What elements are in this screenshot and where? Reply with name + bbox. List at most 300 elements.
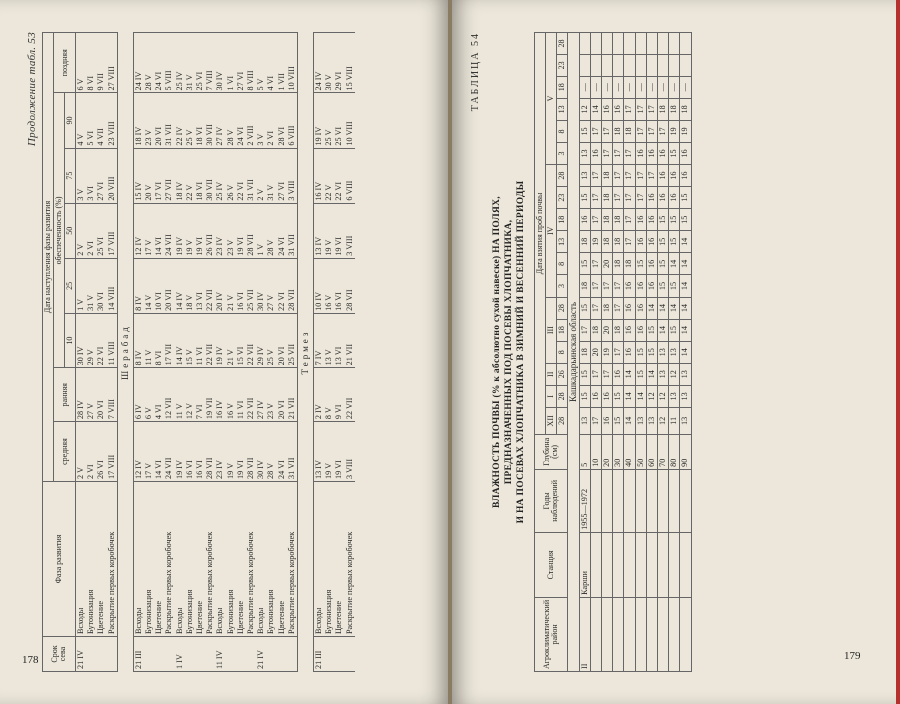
moisture-cell: 14 — [680, 231, 691, 253]
col-p75: 75 — [65, 148, 76, 203]
agro-region-cell — [646, 597, 657, 671]
table-row — [314, 33, 325, 672]
right-page — [452, 0, 900, 704]
sowing-date-cell — [86, 637, 96, 672]
right-rotated-content — [470, 32, 890, 672]
moisture-cell: 18 — [613, 253, 624, 275]
late-cell: 30 V — [324, 33, 334, 93]
section-title: Термез — [298, 33, 314, 672]
moisture-cell: 19 — [602, 341, 613, 363]
day-header: 18 — [556, 209, 567, 231]
early-cell: 22 VII — [345, 368, 355, 422]
p25-cell: 31 V — [86, 258, 96, 313]
p75-cell: 27 VII — [164, 148, 174, 203]
early-cell: 2 IV — [314, 368, 325, 422]
p50-cell: 3 VIII — [345, 203, 355, 258]
p90-cell: 4 V — [76, 93, 87, 148]
moisture-cell — [602, 33, 613, 55]
moisture-cell: 17 — [624, 98, 635, 120]
phase-cell: Цветение — [334, 482, 344, 637]
day-header: 26 — [556, 363, 567, 385]
moisture-cell: — — [624, 76, 635, 98]
late-cell: 30 IV — [215, 33, 225, 93]
avg-cell: 23 IV — [215, 422, 225, 482]
early-cell: 6 IV — [133, 368, 144, 422]
moisture-cell: 14 — [680, 253, 691, 275]
col-sampling-date: Дата взятия проб почвы — [534, 33, 545, 435]
agro-region-cell — [613, 597, 624, 671]
moisture-cell: 14 — [658, 297, 669, 319]
years-cell — [602, 469, 613, 532]
moisture-cell: 14 — [635, 385, 646, 407]
moisture-cell: 16 — [602, 407, 613, 434]
p75-cell: 3 VI — [86, 148, 96, 203]
moisture-cell: — — [669, 76, 680, 98]
p90-cell: 19 IV — [314, 93, 325, 148]
early-cell: 7 VI — [195, 368, 205, 422]
p10-cell: 7 IV — [314, 313, 325, 368]
phase-cell: Всходы — [256, 482, 266, 637]
p90-cell: 25 V — [185, 93, 195, 148]
moisture-cell: 17 — [590, 209, 601, 231]
p10-cell: 29 IV — [256, 313, 266, 368]
day-header: 28 — [556, 385, 567, 407]
p50-cell: 28 V — [266, 203, 276, 258]
p10-cell: 11 V — [144, 313, 154, 368]
years-cell — [613, 469, 624, 532]
p90-cell: 28 VI — [277, 93, 287, 148]
moisture-cell: 17 — [635, 187, 646, 209]
moisture-cell: 13 — [680, 407, 691, 434]
moisture-cell: 16 — [624, 275, 635, 297]
phase-cell: Цветение — [277, 482, 287, 637]
p75-cell: 22 V — [324, 148, 334, 203]
p50-cell: 13 IV — [314, 203, 325, 258]
table-row — [195, 33, 205, 672]
moisture-cell: 17 — [624, 231, 635, 253]
sowing-date-cell — [324, 637, 334, 672]
p25-cell: 20 IV — [215, 258, 225, 313]
p90-cell: 30 VII — [205, 93, 215, 148]
moisture-cell: 16 — [646, 231, 657, 253]
p10-cell: 20 VI — [277, 313, 287, 368]
p50-cell: 24 VI — [277, 203, 287, 258]
month-header: I — [545, 385, 556, 407]
table-row — [669, 33, 680, 672]
p90-cell: 2 VI — [266, 93, 276, 148]
moisture-cell — [658, 54, 669, 76]
moisture-cell: 13 — [658, 341, 669, 363]
col-p50: 50 — [65, 203, 76, 258]
phase-cell: Раскрытие первых коробочек — [205, 482, 215, 637]
moisture-cell — [624, 54, 635, 76]
p25-cell: 18 V — [185, 258, 195, 313]
phase-cell: Бутонизация — [144, 482, 154, 637]
col-probability: обеспеченность (%) — [54, 93, 65, 368]
moisture-cell: 20 — [602, 319, 613, 341]
early-cell: 19 VII — [205, 368, 215, 422]
col-years: Годы наблюдений — [534, 469, 567, 532]
p75-cell: 17 VI — [154, 148, 164, 203]
p25-cell: 25 VII — [246, 258, 256, 313]
sowing-date-cell: 11 IV — [215, 637, 225, 672]
table-row — [215, 33, 225, 672]
moisture-cell: 18 — [669, 98, 680, 120]
p25-cell: 16 VI — [334, 258, 344, 313]
day-header: 23 — [556, 187, 567, 209]
phase-cell: Раскрытие первых коробочек — [287, 482, 298, 637]
table-row — [345, 33, 355, 672]
agro-region-cell — [658, 597, 669, 671]
station-cell — [635, 532, 646, 597]
moisture-cell: 17 — [613, 341, 624, 363]
day-header: 18 — [556, 76, 567, 98]
sowing-date-cell — [164, 637, 174, 672]
phase-cell: Раскрытие первых коробочек — [107, 482, 118, 637]
col-p90: 90 — [65, 93, 76, 148]
moisture-cell — [613, 33, 624, 55]
col-agro-region: Агроклиматический район — [534, 597, 567, 671]
day-header: 28 — [556, 165, 567, 187]
moisture-cell: 18 — [602, 231, 613, 253]
p25-cell: 13 VI — [195, 258, 205, 313]
table-row — [107, 33, 118, 672]
moisture-cell: 16 — [635, 297, 646, 319]
p75-cell: 18 IV — [175, 148, 185, 203]
avg-cell: 19 VI — [236, 422, 246, 482]
p25-cell: 20 VII — [164, 258, 174, 313]
phase-cell: Бутонизация — [266, 482, 276, 637]
moisture-cell: 12 — [658, 385, 669, 407]
moisture-cell: 16 — [680, 165, 691, 187]
moisture-cell: 13 — [635, 407, 646, 434]
phase-cell: Цветение — [154, 482, 164, 637]
moisture-cell: — — [646, 76, 657, 98]
table-row — [256, 33, 266, 672]
moisture-cell: 15 — [669, 319, 680, 341]
moisture-cell — [635, 54, 646, 76]
moisture-cell: 14 — [680, 275, 691, 297]
moisture-cell: 17 — [658, 120, 669, 142]
avg-cell: 28 VII — [205, 422, 215, 482]
moisture-cell: 19 — [680, 120, 691, 142]
moisture-cell: 14 — [624, 363, 635, 385]
moisture-cell: 15 — [646, 341, 657, 363]
p75-cell: 3 V — [76, 148, 87, 203]
moisture-cell: 16 — [646, 275, 657, 297]
sowing-date-cell — [345, 637, 355, 672]
moisture-cell: 15 — [579, 385, 590, 407]
early-cell: 16 V — [226, 368, 236, 422]
phase-cell: Цветение — [236, 482, 246, 637]
moisture-cell: 20 — [590, 341, 601, 363]
moisture-cell: 12 — [646, 385, 657, 407]
month-header: III — [545, 297, 556, 363]
p10-cell: 25 VII — [287, 313, 298, 368]
table-row — [133, 33, 144, 672]
moisture-cell — [680, 33, 691, 55]
moisture-cell: 17 — [624, 142, 635, 164]
station-cell — [680, 532, 691, 597]
moisture-cell: 18 — [624, 120, 635, 142]
p10-cell: 17 VII — [164, 313, 174, 368]
sowing-date-cell: 1 IV — [175, 637, 185, 672]
p75-cell: 22 VI — [236, 148, 246, 203]
early-cell: 20 VI — [96, 368, 106, 422]
p10-cell: 13 VI — [334, 313, 344, 368]
moisture-cell: 17 — [590, 407, 601, 434]
moisture-cell: — — [579, 76, 590, 98]
moisture-cell: 15 — [579, 120, 590, 142]
moisture-cell: 16 — [669, 165, 680, 187]
moisture-cell: 17 — [590, 165, 601, 187]
sowing-date-cell — [185, 637, 195, 672]
moisture-cell: — — [680, 76, 691, 98]
late-cell: 25 IV — [175, 33, 185, 93]
book-edge — [896, 0, 900, 704]
moisture-cell — [635, 33, 646, 55]
p90-cell: 31 VII — [164, 93, 174, 148]
depth-cell: 20 — [602, 434, 613, 469]
table-row — [624, 33, 635, 672]
phase-cell: Всходы — [133, 482, 144, 637]
phase-cell: Раскрытие первых коробочек — [246, 482, 256, 637]
moisture-cell: 18 — [579, 275, 590, 297]
avg-cell: 19 IV — [175, 422, 185, 482]
p25-cell: 28 VII — [287, 258, 298, 313]
table-row — [236, 33, 246, 672]
depth-cell: 30 — [613, 434, 624, 469]
p90-cell: 4 VII — [96, 93, 106, 148]
p50-cell: 24 VII — [164, 203, 174, 258]
station-cell — [602, 532, 613, 597]
p50-cell: 19 V — [185, 203, 195, 258]
moisture-cell: 18 — [602, 165, 613, 187]
sowing-date-cell — [107, 637, 118, 672]
table-row — [613, 33, 624, 672]
table-row — [246, 33, 256, 672]
p90-cell: 23 VIII — [107, 93, 118, 148]
p25-cell: 8 IV — [133, 258, 144, 313]
col-group: Дата наступления фазы развития — [43, 33, 54, 482]
table-row — [324, 33, 334, 672]
late-cell: 9 VII — [96, 33, 106, 93]
station-cell — [624, 532, 635, 597]
p25-cell: 1 V — [76, 258, 87, 313]
sowing-date-cell — [154, 637, 164, 672]
p90-cell: 18 IV — [133, 93, 144, 148]
moisture-cell: 15 — [658, 231, 669, 253]
p75-cell: 15 IV — [133, 148, 144, 203]
moisture-cell: 18 — [602, 187, 613, 209]
moisture-cell: 15 — [635, 253, 646, 275]
moisture-cell: 13 — [658, 363, 669, 385]
moisture-cell: 14 — [624, 407, 635, 434]
moisture-cell: 18 — [602, 297, 613, 319]
p75-cell: 30 VII — [205, 148, 215, 203]
moisture-cell: 17 — [602, 275, 613, 297]
p25-cell: 27 V — [266, 258, 276, 313]
moisture-cell: 18 — [579, 231, 590, 253]
moisture-cell: 12 — [658, 407, 669, 434]
p50-cell: 23 IV — [215, 203, 225, 258]
moisture-cell: 17 — [613, 165, 624, 187]
moisture-cell: 13 — [579, 407, 590, 434]
p90-cell: 3 V — [256, 93, 266, 148]
table-54-body — [567, 33, 691, 672]
moisture-cell: 17 — [590, 187, 601, 209]
phase-cell: Бутонизация — [226, 482, 236, 637]
avg-cell: 2 VI — [86, 422, 96, 482]
p10-cell: 11 VIII — [107, 313, 118, 368]
p50-cell: 19 V — [324, 203, 334, 258]
p90-cell: 5 VI — [86, 93, 96, 148]
avg-cell: 12 IV — [133, 422, 144, 482]
moisture-cell: 17 — [646, 120, 657, 142]
p75-cell: 22 V — [185, 148, 195, 203]
late-cell: 31 V — [185, 33, 195, 93]
table-row — [154, 33, 164, 672]
p50-cell: 12 IV — [133, 203, 144, 258]
moisture-cell: 15 — [635, 363, 646, 385]
section-row — [117, 33, 133, 672]
month-header: XII — [545, 407, 556, 434]
moisture-cell: 17 — [624, 165, 635, 187]
left-page — [0, 0, 448, 704]
years-cell — [635, 469, 646, 532]
moisture-cell: 15 — [579, 253, 590, 275]
moisture-cell: 13 — [669, 385, 680, 407]
phase-cell: Всходы — [215, 482, 225, 637]
avg-cell: 28 VII — [246, 422, 256, 482]
station-cell — [658, 532, 669, 597]
moisture-cell: 17 — [602, 142, 613, 164]
moisture-cell: 15 — [579, 363, 590, 385]
day-header: 28 — [556, 297, 567, 319]
col-p25: 25 — [65, 258, 76, 313]
phase-cell: Всходы — [175, 482, 185, 637]
month-header: II — [545, 363, 556, 385]
p75-cell: 31 VII — [246, 148, 256, 203]
table-53-body — [76, 33, 355, 672]
p75-cell: 20 VIII — [107, 148, 118, 203]
sowing-date-cell — [334, 637, 344, 672]
moisture-cell — [646, 54, 657, 76]
month-header: V — [545, 33, 556, 165]
moisture-cell: 16 — [658, 142, 669, 164]
table-row — [590, 33, 601, 672]
p75-cell: 6 VIII — [345, 148, 355, 203]
moisture-cell: 16 — [635, 275, 646, 297]
p50-cell: 26 VII — [205, 203, 215, 258]
region-label: Кашкадарьинская область — [567, 33, 579, 672]
p90-cell: 6 VIII — [287, 93, 298, 148]
p10-cell: 22 VII — [205, 313, 215, 368]
early-cell: 6 V — [144, 368, 154, 422]
moisture-cell: 15 — [579, 297, 590, 319]
late-cell: 1 VI — [226, 33, 236, 93]
moisture-cell: 13 — [646, 407, 657, 434]
avg-cell: 24 VII — [164, 422, 174, 482]
late-cell: 28 V — [144, 33, 154, 93]
late-cell: 8 VIII — [246, 33, 256, 93]
late-cell: 6 V — [76, 33, 87, 93]
moisture-cell — [680, 54, 691, 76]
moisture-cell: 16 — [613, 363, 624, 385]
moisture-cell: 13 — [680, 363, 691, 385]
early-cell: 12 VII — [164, 368, 174, 422]
station-cell — [646, 532, 657, 597]
years-cell: 1955—1972 — [579, 469, 590, 532]
sowing-date-cell — [205, 637, 215, 672]
day-header: 13 — [556, 98, 567, 120]
moisture-cell: 17 — [590, 120, 601, 142]
moisture-cell: 15 — [658, 253, 669, 275]
early-cell: 7 VIII — [107, 368, 118, 422]
page-number-right: 179 — [844, 650, 861, 662]
p50-cell: 2 V — [76, 203, 87, 258]
early-cell: 11 VI — [236, 368, 246, 422]
moisture-cell: 17 — [613, 187, 624, 209]
moisture-cell: — — [658, 76, 669, 98]
avg-cell: 26 VI — [96, 422, 106, 482]
moisture-cell — [590, 54, 601, 76]
moisture-cell: 16 — [590, 385, 601, 407]
sowing-date-cell: 21 IV — [76, 637, 87, 672]
p50-cell: 2 VI — [86, 203, 96, 258]
phase-cell: Бутонизация — [324, 482, 334, 637]
sowing-date-cell — [236, 637, 246, 672]
moisture-cell: 16 — [635, 209, 646, 231]
moisture-cell: 16 — [635, 231, 646, 253]
sowing-date-cell — [226, 637, 236, 672]
station-cell — [613, 532, 624, 597]
sowing-date-cell — [266, 637, 276, 672]
moisture-cell: 14 — [680, 297, 691, 319]
moisture-cell — [613, 54, 624, 76]
p25-cell: 16 VI — [236, 258, 246, 313]
moisture-cell — [602, 54, 613, 76]
moisture-cell: 15 — [613, 385, 624, 407]
moisture-cell: 17 — [613, 142, 624, 164]
col-station: Станция — [534, 532, 567, 597]
p90-cell: 22 IV — [175, 93, 185, 148]
moisture-cell: 13 — [579, 165, 590, 187]
p50-cell: 14 VI — [154, 203, 164, 258]
moisture-cell: 16 — [624, 341, 635, 363]
moisture-cell: 13 — [680, 385, 691, 407]
table-row — [175, 33, 185, 672]
moisture-cell: — — [613, 76, 624, 98]
moisture-cell: 13 — [579, 142, 590, 164]
depth-cell: 5 — [579, 434, 590, 469]
moisture-cell: 15 — [579, 187, 590, 209]
moisture-cell: 16 — [680, 142, 691, 164]
p75-cell: 27 VI — [277, 148, 287, 203]
col-late: поздняя — [54, 33, 76, 93]
moisture-cell — [646, 33, 657, 55]
p25-cell: 21 V — [226, 258, 236, 313]
p90-cell: 20 VI — [154, 93, 164, 148]
moisture-cell — [669, 54, 680, 76]
moisture-cell: 17 — [624, 187, 635, 209]
sowing-date-cell — [195, 637, 205, 672]
p90-cell: 25 V — [324, 93, 334, 148]
early-cell: 9 VI — [334, 368, 344, 422]
table-row — [635, 33, 646, 672]
p10-cell: 29 V — [86, 313, 96, 368]
moisture-cell: 18 — [613, 231, 624, 253]
